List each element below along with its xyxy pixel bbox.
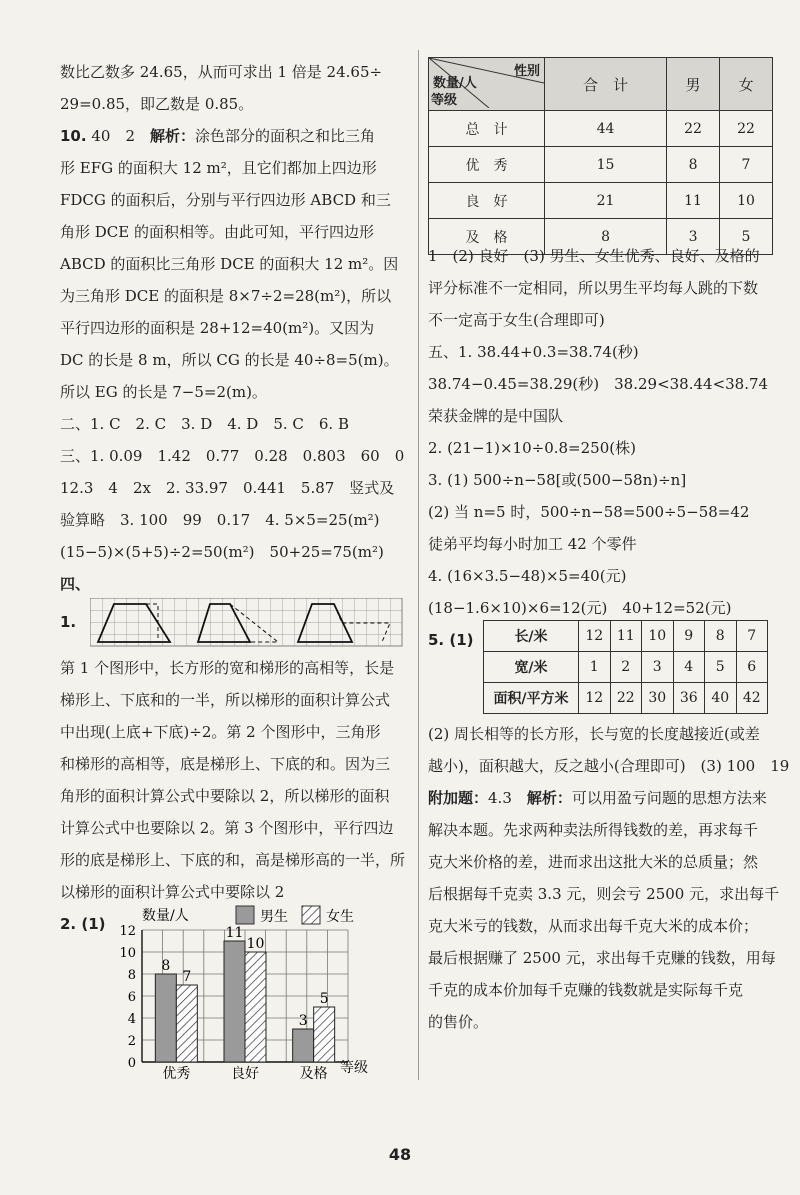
text-line: 三、1. 0.09 1.42 0.77 0.28 0.803 60 0 [60, 447, 405, 465]
bar [155, 974, 176, 1062]
table-cell: 1 [579, 652, 611, 683]
table-cell: 5 [705, 652, 737, 683]
text-line: 评分标准不一定相同，所以男生平均每人跳的下数 [428, 279, 759, 297]
page-number: 48 [388, 1145, 412, 1164]
table-row [484, 683, 768, 714]
row-label: 总 计 [429, 111, 545, 147]
table-cell: 9 [673, 621, 705, 652]
text-line: (2) 周长相等的长方形，长与宽的长度越接近(或差 [428, 725, 760, 743]
text-line: 4. (16×3.5−48)×5=40(元) [428, 567, 627, 585]
text-line: 后根据每千克卖 3.3 元，则会亏 2500 元，求出每千 [428, 885, 780, 903]
y-axis-label: 数量/人 [142, 908, 189, 924]
text-line: 验算略 3. 100 99 0.17 4. 5×5=25(m²) [60, 511, 380, 529]
table-cell: 3 [642, 652, 674, 683]
table-cell: 2 [610, 652, 642, 683]
text-line: 千克的成本价加每千克赚的钱数就是实际每千克 [428, 981, 744, 999]
legend-label-boys: 男生 [260, 909, 288, 925]
text-line: 3. (1) 500÷n−58[或(500−58n)÷n] [428, 471, 687, 489]
text-line: DC 的长是 8 m，所以 CG 的长是 40÷8=5(m)。 [60, 351, 399, 369]
x-tick-label: 优秀 [162, 1066, 191, 1080]
row-label: 优 秀 [429, 147, 545, 183]
header-gender: 性别 [513, 64, 540, 79]
table-cell: 8 [667, 147, 720, 183]
data-label: 5 [319, 991, 329, 1007]
text-line: 克大米价格的差，进而求出这批大米的总质量；然 [428, 853, 759, 871]
y-tick-label: 0 [127, 1056, 136, 1071]
table-cell: 7 [736, 621, 768, 652]
text-line: 和梯形的高相等，底是梯形上、下底的和。因为三 [60, 755, 391, 773]
table-cell: 36 [673, 683, 705, 714]
y-tick-label: 8 [127, 968, 136, 983]
row-label: 及 格 [429, 219, 545, 255]
y-tick-label: 6 [127, 990, 136, 1005]
table-cell: 21 [545, 183, 667, 219]
table-cell: 11 [667, 183, 720, 219]
column-header: 合 计 [545, 58, 667, 111]
text-line: 第 1 个图形中，长方形的宽和梯形的高相等，长是 [60, 659, 395, 677]
table-row [484, 621, 768, 652]
text-line: 克大米亏的钱数，从而求出每千克大米的成本价； [428, 917, 759, 935]
text-line: 1 (2) 良好 (3) 男生、女生优秀、良好、及格的 [428, 247, 760, 265]
text-line: (2) 当 n=5 时，500÷n−58=500÷5−58=42 [428, 503, 750, 521]
table-cell: 22 [720, 111, 773, 147]
bar [224, 941, 245, 1062]
legend-swatch-girls [302, 906, 320, 924]
text-line: FDCG 的面积后，分别与平行四边形 ABCD 和三 [60, 191, 391, 209]
trapezoid-grid-figure [90, 598, 406, 648]
x-tick-label: 良好 [231, 1066, 259, 1080]
text-line: (15−5)×(5+5)÷2=50(m²) 50+25=75(m²) [60, 543, 384, 561]
row-label: 宽/米 [484, 652, 579, 683]
table-cell: 5 [720, 219, 773, 255]
table-cell: 40 [705, 683, 737, 714]
x-axis-label: 等级 [340, 1060, 368, 1076]
section-heading: 四、 [60, 575, 91, 593]
text-line: 平行四边形的面积是 28+12=40(m²)。又因为 [60, 319, 375, 337]
data-label: 8 [161, 958, 171, 974]
text-line: 的售价。 [428, 1013, 489, 1031]
y-tick-label: 10 [119, 946, 136, 961]
text-line: ABCD 的面积比三角形 DCE 的面积大 12 m²。因 [60, 255, 399, 273]
table-cell: 10 [720, 183, 773, 219]
text-line: 12.3 4 2x 2. 33.97 0.441 5.87 竖式及 [60, 479, 395, 497]
row-label: 良 好 [429, 183, 545, 219]
column-divider [418, 50, 419, 1080]
table-cell: 15 [545, 147, 667, 183]
bar [176, 985, 197, 1062]
text-line: 附加题：4.3 解析：可以用盈亏问题的思想方法来 [428, 789, 767, 807]
y-tick-label: 4 [127, 1012, 136, 1027]
data-label: 7 [182, 969, 192, 985]
table-cell: 22 [610, 683, 642, 714]
table-cell: 3 [667, 219, 720, 255]
text-line: 梯形上、下底和的一半，所以梯形的面积计算公式 [60, 691, 391, 709]
text-line: 二、1. C 2. C 3. D 4. D 5. C 6. B [60, 415, 349, 433]
table-cell: 12 [579, 683, 611, 714]
text-line: 角形的面积计算公式中要除以 2，所以梯形的面积 [60, 787, 390, 805]
legend-swatch-boys [236, 906, 254, 924]
table-cell: 22 [667, 111, 720, 147]
bar [293, 1029, 314, 1062]
text-line: 角形 DCE 的面积相等。由此可知，平行四边形 [60, 223, 374, 241]
table-cell: 7 [720, 147, 773, 183]
text-line: 最后根据赚了 2500 元，求出每千克赚的钱数，用每 [428, 949, 776, 967]
table-cell: 8 [545, 219, 667, 255]
text-line: 38.74−0.45=38.29(秒) 38.29<38.44<38.74 [428, 375, 769, 393]
table-cell: 42 [736, 683, 768, 714]
text-line: 中出现(上底+下底)÷2。第 2 个图形中，三角形 [60, 723, 381, 741]
text-line: (18−1.6×10)×6=12(元) 40+12=52(元) [428, 599, 732, 617]
table-cell: 12 [579, 621, 611, 652]
text-line: 不一定高于女生(合理即可) [428, 311, 605, 329]
data-label: 11 [225, 925, 244, 941]
table-cell: 6 [736, 652, 768, 683]
text-line: 徒弟平均每小时加工 42 个零件 [428, 535, 637, 553]
column-header: 女 [720, 58, 773, 111]
data-label: 10 [246, 936, 265, 952]
text-line: 以梯形的面积计算公式中要除以 2 [60, 883, 285, 901]
bar-chart [80, 900, 410, 1080]
table-row [484, 652, 768, 683]
row-label: 面积/平方米 [484, 683, 579, 714]
y-tick-label: 2 [127, 1034, 136, 1049]
legend-label-girls: 女生 [326, 909, 354, 925]
text-line: 解决本题。先求两种卖法所得钱数的差，再求每千 [428, 821, 759, 839]
text-line: 为三角形 DCE 的面积是 8×7÷2=28(m²)，所以 [60, 287, 392, 305]
table-cell: 30 [642, 683, 674, 714]
item-number: 2. (1) [60, 915, 106, 933]
table-row [429, 147, 773, 183]
y-tick-label: 12 [119, 924, 136, 939]
item-number: 1. [60, 613, 77, 631]
row-label: 长/米 [484, 621, 579, 652]
x-tick-label: 及格 [299, 1066, 328, 1080]
table-row [429, 111, 773, 147]
rectangle-table [483, 620, 768, 714]
text-line: 荣获金牌的是中国队 [428, 407, 564, 425]
item-number: 5. (1) [428, 631, 474, 649]
text-line: 所以 EG 的长是 7−5=2(m)。 [60, 383, 267, 401]
table-row [429, 183, 773, 219]
text-line: 五、1. 38.44+0.3=38.74(秒) [428, 343, 639, 361]
score-table [428, 57, 773, 255]
text-line: 29=0.85，即乙数是 0.85。 [60, 95, 254, 113]
table-cell: 8 [705, 621, 737, 652]
header-level: 等级 [431, 93, 458, 108]
column-header: 男 [667, 58, 720, 111]
bar [314, 1007, 335, 1062]
table-cell: 10 [642, 621, 674, 652]
text-line: 形的底是梯形上、下底的和，高是梯形高的一半，所 [60, 851, 406, 869]
text-line: 越小)，面积越大，反之越小(合理即可) (3) 100 19 [428, 757, 790, 775]
table-cell: 4 [673, 652, 705, 683]
text-line: 计算公式中也要除以 2。第 3 个图形中，平行四边 [60, 819, 394, 837]
table-cell: 44 [545, 111, 667, 147]
bar [245, 952, 266, 1062]
text-line: 10. 40 2 解析：涂色部分的面积之和比三角 [60, 127, 376, 145]
text-line: 2. (21−1)×10÷0.8=250(株) [428, 439, 636, 457]
data-label: 3 [298, 1013, 308, 1029]
table-header-diagonal [429, 58, 545, 111]
text-line: 形 EFG 的面积大 12 m²，且它们都加上四边形 [60, 159, 377, 177]
text-line: 数比乙数多 24.65，从而可求出 1 倍是 24.65÷ [60, 63, 383, 81]
table-cell: 11 [610, 621, 642, 652]
header-count: 数量/人 [433, 76, 477, 91]
